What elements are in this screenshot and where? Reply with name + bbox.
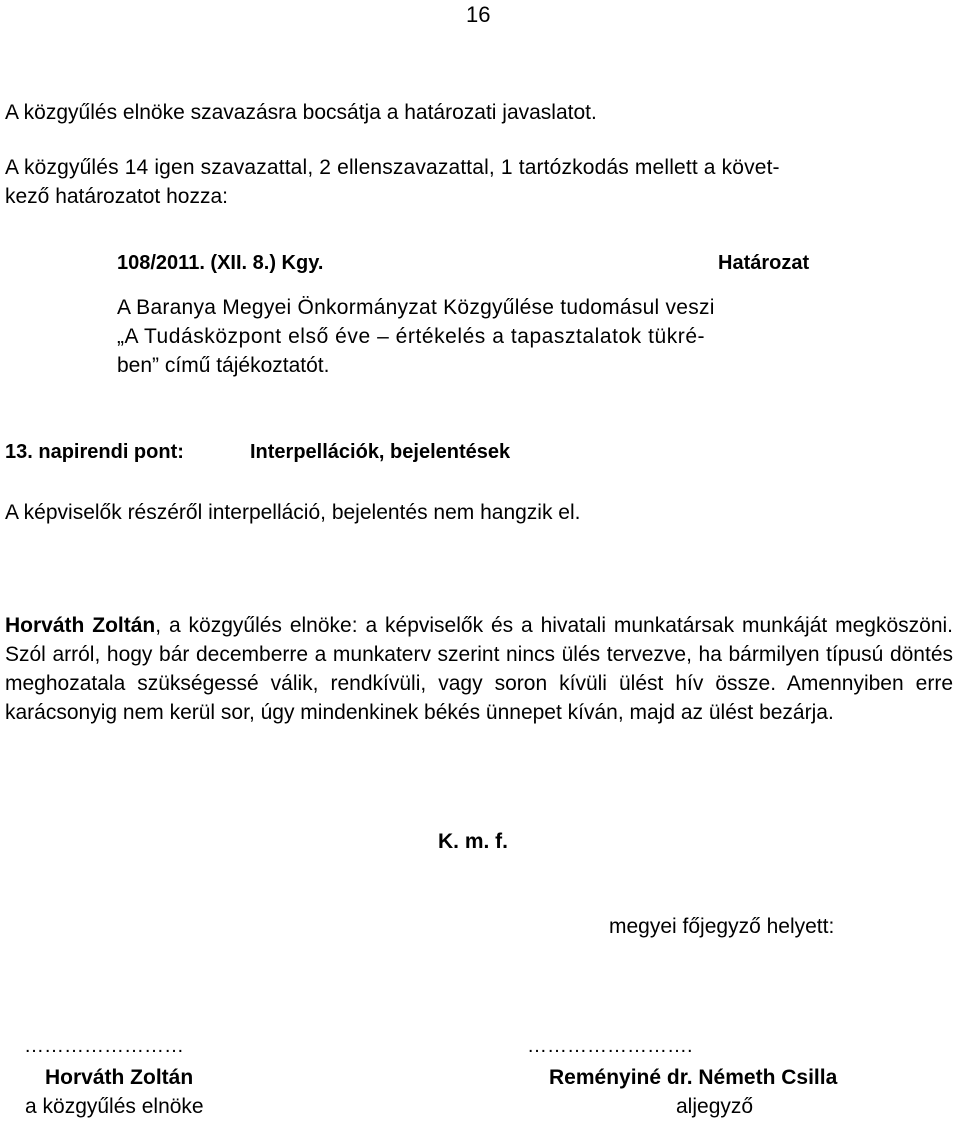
page-number: 16 [466,2,491,27]
resolution-text-line2: „A Tudásközpont első éve – értékelés a tapasztalatok tükré- [117,325,706,348]
resolution-number: 108/2011. (XII. 8.) Kgy. [117,252,324,274]
resolution-label: Határozat [718,252,810,274]
signature-right-name: Reményiné dr. Németh Csilla [549,1066,838,1089]
agenda-title: Interpellációk, bejelentések [250,441,511,463]
para-vote-result-line1: A közgyűlés 14 igen szavazattal, 2 ellenszavazattal, 1 tartózkodás mellett a követ- [5,156,780,179]
resolution-text-line1: A Baranya Megyei Önkormányzat Közgyűlése tudomásul veszi [117,296,715,319]
deputy-note: megyei főjegyző helyett: [609,915,835,938]
para-vote-call: A közgyűlés elnöke szavazásra bocsátja a határozati javaslatot. [5,101,597,124]
signature-left-name: Horváth Zoltán [45,1066,194,1089]
signature-right-role: aljegyző [676,1095,754,1118]
signature-left-role: a közgyűlés elnöke [25,1095,204,1118]
signature-left-dots: …………………… [24,1035,184,1057]
agenda-label: 13. napirendi pont: [5,441,184,463]
para-vote-result-line2: kező határozatot hozza: [5,185,228,208]
closing-text: , a közgyűlés elnöke: a képviselők és a hivatali munkatársak munkáját megköszöni. Szól arról, hogy bár decemberre a munkaterv szerint nincs ülés tervezve, ha bármilyen típusú döntés meghozatala szükségessé válik, rendkívüli, vagy soron kívüli ülést hív össze. Amennyiben erre karácsonyig nem kerül sor, úgy mindenkinek békés ünnepet kíván, majd az ülést bezárja. [5,614,953,724]
resolution-text-line3: ben” című tájékoztatót. [117,354,330,377]
closing-paragraph [5,611,953,727]
closing-speaker: Horváth Zoltán [5,614,156,637]
agenda-text: A képviselők részéről interpelláció, bejelentés nem hangzik el. [5,501,581,524]
kmf: K. m. f. [438,830,509,853]
signature-right-dots: ……………………. [527,1035,693,1057]
